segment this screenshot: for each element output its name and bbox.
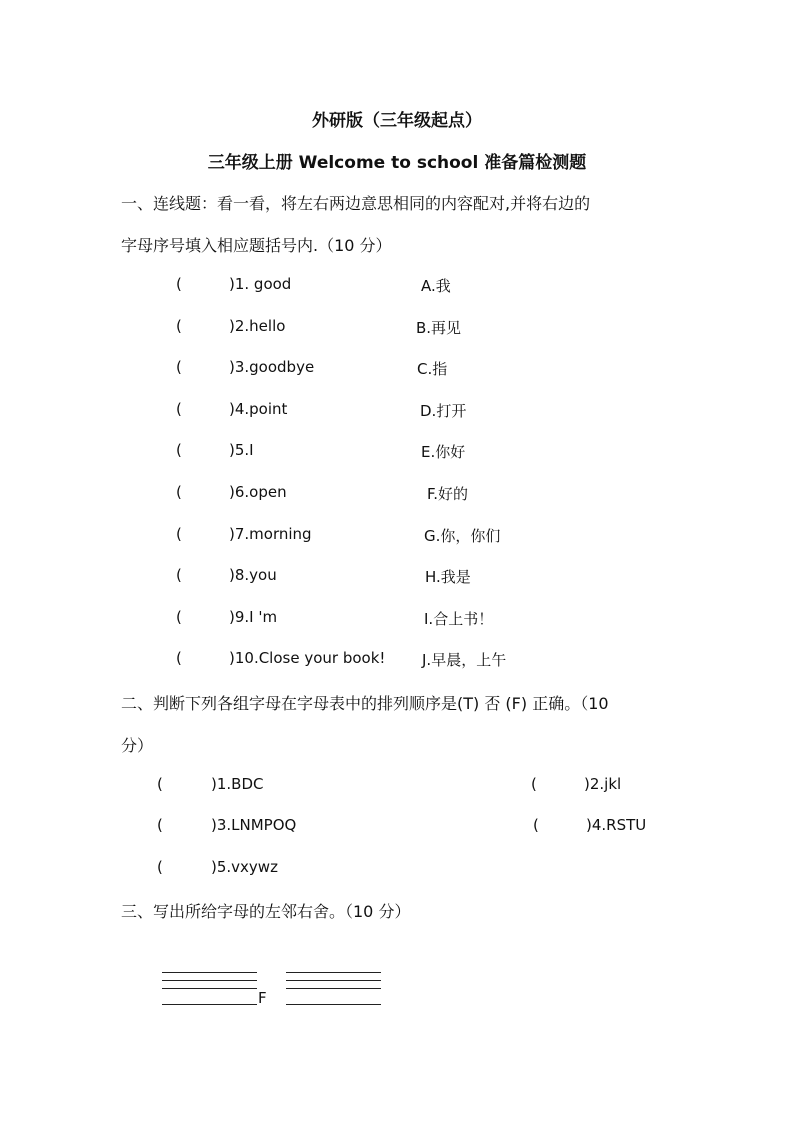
writing-line[interactable] <box>162 972 257 973</box>
item-text: )4.RSTU <box>586 816 647 834</box>
writing-line <box>286 1004 381 1005</box>
item-text: )1.BDC <box>211 775 264 793</box>
item-text: )5.vxywz <box>211 858 278 876</box>
section3-heading: 三、写出所给字母的左邻右舍。（10 分） <box>121 902 411 921</box>
item-left: )4.point <box>229 400 288 418</box>
section1-heading-line1: 一、连线题：看一看，将左右两边意思相同的内容配对,并将右边的 <box>121 194 591 213</box>
item-left: )8.you <box>229 566 277 584</box>
item-right: E.你好 <box>421 443 466 461</box>
item-right: G.你，你们 <box>424 527 501 545</box>
item-right: A.我 <box>421 277 451 295</box>
answer-blank[interactable]: ( <box>176 525 182 543</box>
answer-blank[interactable]: ( <box>176 275 182 293</box>
item-text: )3.LNMPOQ <box>211 816 297 834</box>
item-left: )7.morning <box>229 525 312 543</box>
page-title: 外研版（三年级起点） <box>312 111 482 131</box>
answer-blank[interactable]: ( <box>176 608 182 626</box>
item-left: )10.Close your book! <box>229 649 386 667</box>
item-right: D.打开 <box>420 402 467 420</box>
answer-blank[interactable]: ( <box>176 358 182 376</box>
answer-blank[interactable]: ( <box>176 317 182 335</box>
item-right: F.好的 <box>427 485 468 503</box>
item-left: )6.open <box>229 483 287 501</box>
answer-blank[interactable]: ( <box>157 816 163 834</box>
answer-blank[interactable]: ( <box>176 649 182 667</box>
answer-blank[interactable]: ( <box>157 775 163 793</box>
section2-heading-line1: 二、判断下列各组字母在字母表中的排列顺序是(T) 否 (F) 正确。（10 <box>121 694 609 713</box>
item-left: )9.I 'm <box>229 608 278 626</box>
given-letter: F <box>258 989 267 1007</box>
writing-line <box>162 980 257 981</box>
writing-line <box>162 1004 257 1005</box>
item-left: )5.I <box>229 441 254 459</box>
section2-heading-line2: 分） <box>121 736 154 755</box>
answer-blank[interactable]: ( <box>176 441 182 459</box>
answer-blank[interactable]: ( <box>533 816 539 834</box>
section1-heading-line2: 字母序号填入相应题括号内.（10 分） <box>121 236 392 255</box>
writing-line <box>286 988 381 989</box>
answer-blank[interactable]: ( <box>176 483 182 501</box>
item-left: )3.goodbye <box>229 358 315 376</box>
answer-blank[interactable]: ( <box>176 566 182 584</box>
item-right: J.早晨，上午 <box>422 651 507 669</box>
writing-line <box>286 980 381 981</box>
item-left: )2.hello <box>229 317 286 335</box>
page-subtitle: 三年级上册 Welcome to school 准备篇检测题 <box>207 153 587 173</box>
item-right: H.我是 <box>425 568 471 586</box>
answer-blank[interactable]: ( <box>157 858 163 876</box>
writing-line[interactable] <box>286 972 381 973</box>
item-right: C.指 <box>417 360 448 378</box>
item-right: B.再见 <box>416 319 462 337</box>
item-right: I.合上书！ <box>424 610 494 628</box>
item-text: )2.jkl <box>584 775 622 793</box>
answer-blank[interactable]: ( <box>531 775 537 793</box>
writing-line <box>162 988 257 989</box>
item-left: )1. good <box>229 275 292 293</box>
answer-blank[interactable]: ( <box>176 400 182 418</box>
